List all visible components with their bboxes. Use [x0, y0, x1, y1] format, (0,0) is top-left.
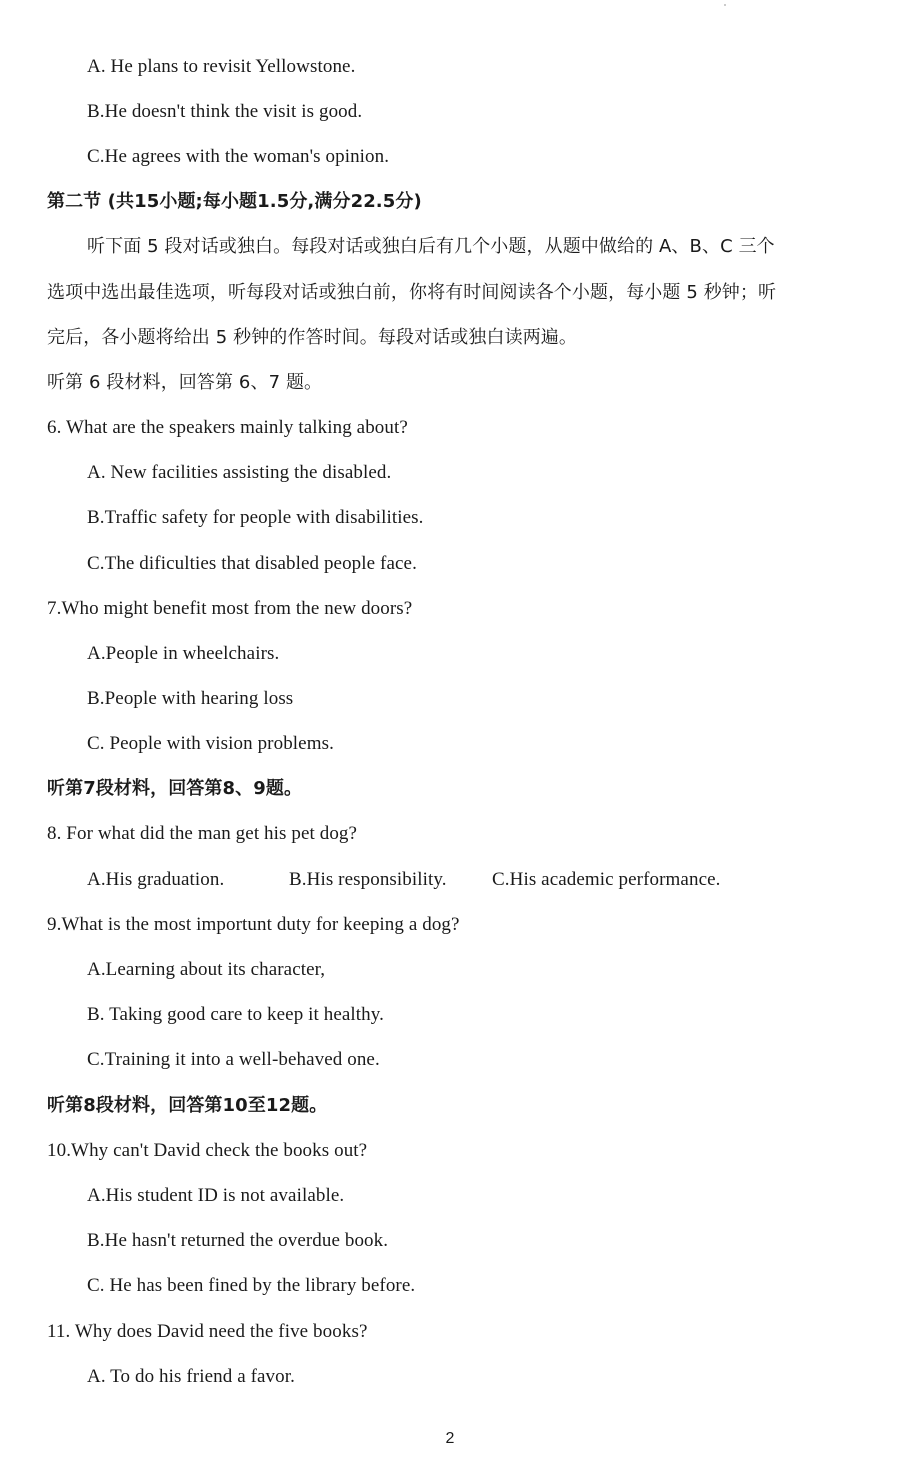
page-number: 2 — [445, 1430, 455, 1447]
scan-speck — [724, 4, 726, 6]
q5-option-a: A. He plans to revisit Yellowstone. — [87, 56, 356, 77]
q5-option-c: C.He agrees with the woman's opinion. — [87, 146, 390, 167]
q6-question: 6. What are the speakers mainly talking about? — [47, 417, 408, 438]
q11-option-a: A. To do his friend a favor. — [87, 1366, 295, 1387]
section2-instruction-line3: 完后，各小题将给出 5 秒钟的作答时间。每段对话或独白读两遍。 — [47, 327, 577, 348]
q7-option-b: B.People with hearing loss — [87, 688, 294, 709]
q11-question: 11. Why does David need the five books? — [47, 1321, 368, 1342]
q8-question: 8. For what did the man get his pet dog? — [47, 823, 358, 844]
q10-option-c: C. He has been fined by the library before. — [87, 1275, 416, 1296]
q8-option-b: B.His responsibility. — [289, 869, 447, 890]
q6-option-b: B.Traffic safety for people with disabilities. — [87, 507, 424, 528]
q10-option-a: A.His student ID is not available. — [87, 1185, 345, 1206]
q9-option-b: B. Taking good care to keep it healthy. — [87, 1004, 384, 1025]
q7-question: 7.Who might benefit most from the new doors? — [47, 598, 413, 619]
q7-option-a: A.People in wheelchairs. — [87, 643, 280, 664]
q9-option-a: A.Learning about its character, — [87, 959, 326, 980]
section2-instruction-line1: 听下面 5 段对话或独白。每段对话或独白后有几个小题，从题中做给的 A、B、C 三个 — [87, 236, 775, 257]
section2-heading: 第二节 (共15小题;每小题1.5分,满分22.5分) — [47, 191, 422, 212]
q6-option-c: C.The dificulties that disabled people face. — [87, 553, 417, 574]
passage7-label: 听第7段材料，回答第8、9题。 — [47, 778, 303, 799]
q10-option-b: B.He hasn't returned the overdue book. — [87, 1230, 389, 1251]
q9-option-c: C.Training it into a well-behaved one. — [87, 1049, 380, 1070]
q7-option-c: C. People with vision problems. — [87, 733, 334, 754]
q8-option-a: A.His graduation. — [87, 869, 225, 890]
q8-option-c: C.His academic performance. — [492, 869, 721, 890]
passage6-label: 听第 6 段材料，回答第 6、7 题。 — [47, 372, 323, 393]
q10-question: 10.Why can't David check the books out? — [47, 1140, 368, 1161]
q5-option-b: B.He doesn't think the visit is good. — [87, 101, 363, 122]
q9-question: 9.What is the most importunt duty for keeping a dog? — [47, 914, 460, 935]
passage8-label: 听第8段材料，回答第10至12题。 — [47, 1095, 328, 1116]
section2-instruction-line2: 选项中选出最佳选项，听每段对话或独白前，你将有时间阅读各个小题，每小题 5 秒钟；听 — [47, 282, 777, 303]
q6-option-a: A. New facilities assisting the disabled. — [87, 462, 392, 483]
